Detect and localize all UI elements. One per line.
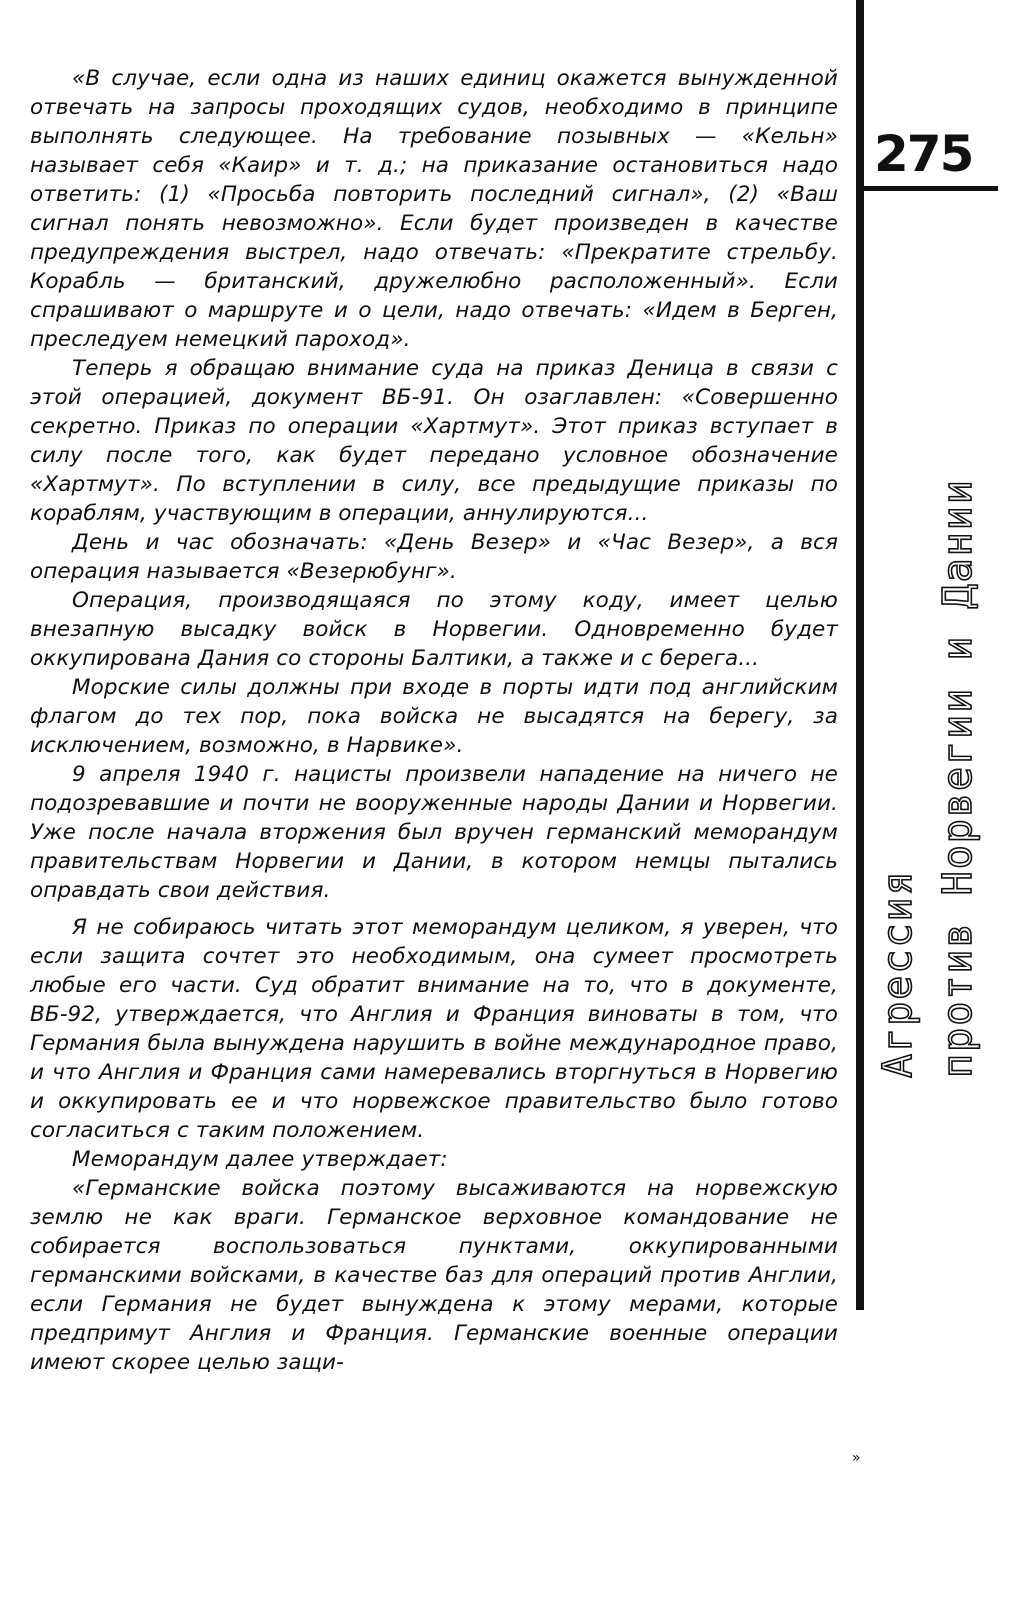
page-number: 275: [874, 125, 973, 183]
paragraph-4: Операция, производящаяся по этому коду, имеет целью внезапную высадку войск в Норвегии. Одновременно будет оккупирована Дания со стороны Балтики, а также и с берега...: [30, 588, 838, 671]
margin-vertical-rule: [856, 0, 864, 1310]
running-title-line-1: Агрессия: [875, 869, 921, 1078]
paragraph-8: Меморандум далее утверждает:: [72, 1147, 448, 1172]
paragraph-6: 9 апреля 1940 г. нацисты произвели нападение на ничего не подозревавшие и почти не вооруженные народы Дании и Норвегии. Уже после начала вторжения был вручен германский меморандум правительствам Норвегии и Дании, в котором немцы пытались оправдать свои действия.: [30, 762, 838, 903]
paragraph-5: Морские силы должны при входе в порты идти под английским флагом до тех пор, пока войска не высадятся на берегу, за исключением, возможно, в Нарвике».: [30, 675, 838, 758]
page-number-underline: [856, 186, 998, 191]
paragraph-9: «Германские войска поэтому высаживаются на норвежскую землю не как враги. Германское верховное командование не собирается воспользоваться пунктами, оккупированными германскими войсками, в качестве баз для операций против Англии, если Германия не будет вынуждена к этому мерами, которые предпримут Англия и Франция. Германские военные операции имеют скорее целью защи-: [30, 1176, 838, 1375]
paragraph-1: «В случае, если одна из наших единиц окажется вынужденной отвечать на запросы проходящих судов, необходимо в принципе выполнять следующее. На требование позывных — «Кельн» называет себя «Каир» и т. д.; на приказание остановиться надо ответить: (1) «Просьба повторить последний сигнал», (2) «Ваш сигнал понять невозможно». Если будет произведен в качестве предупреждения выстрел, надо отвечать: «Прекратите стрельбу. Корабль — британский, дружелюбно расположенный». Если спрашивают о маршруте и о цели, надо отвечать: «Идем в Берген, преследуем немецкий пароход».: [30, 66, 838, 352]
running-title-line-2: против Норвегии и Дании: [935, 478, 981, 1078]
paragraph-7: Я не собираюсь читать этот меморандум целиком, я уверен, что если защита сочтет это необходимым, она сумеет просмотреть любые его части. Суд обратит внимание на то, что в документе, ВБ-92, утверждается, что Англия и Франция виноваты в том, что Германия была вынуждена нарушить в войне международное право, и что Англия и Франция сами намеревались вторгнуться в Норвегию и оккупировать ее и что норвежское правительство было готово согласиться с таким положением.: [30, 915, 838, 1143]
paragraph-3: День и час обозначать: «День Везер» и «Час Везер», а вся операция называется «Везерюбунг».: [30, 530, 838, 584]
running-title: [868, 478, 988, 1078]
paragraph-2: Теперь я обращаю внимание суда на приказ Деница в связи с этой операцией, документ ВБ-91. Он озаглавлен: «Совершенно секретно. Приказ по операции «Хартмут». Этот приказ вступает в силу после того, как будет передано условное обозначение «Хартмут». По вступлении в силу, все предыдущие приказы по кораблям, участвующим в операции, аннулируются...: [30, 356, 838, 526]
margin-mark: »: [852, 1450, 861, 1466]
main-text-column: [30, 64, 838, 1377]
